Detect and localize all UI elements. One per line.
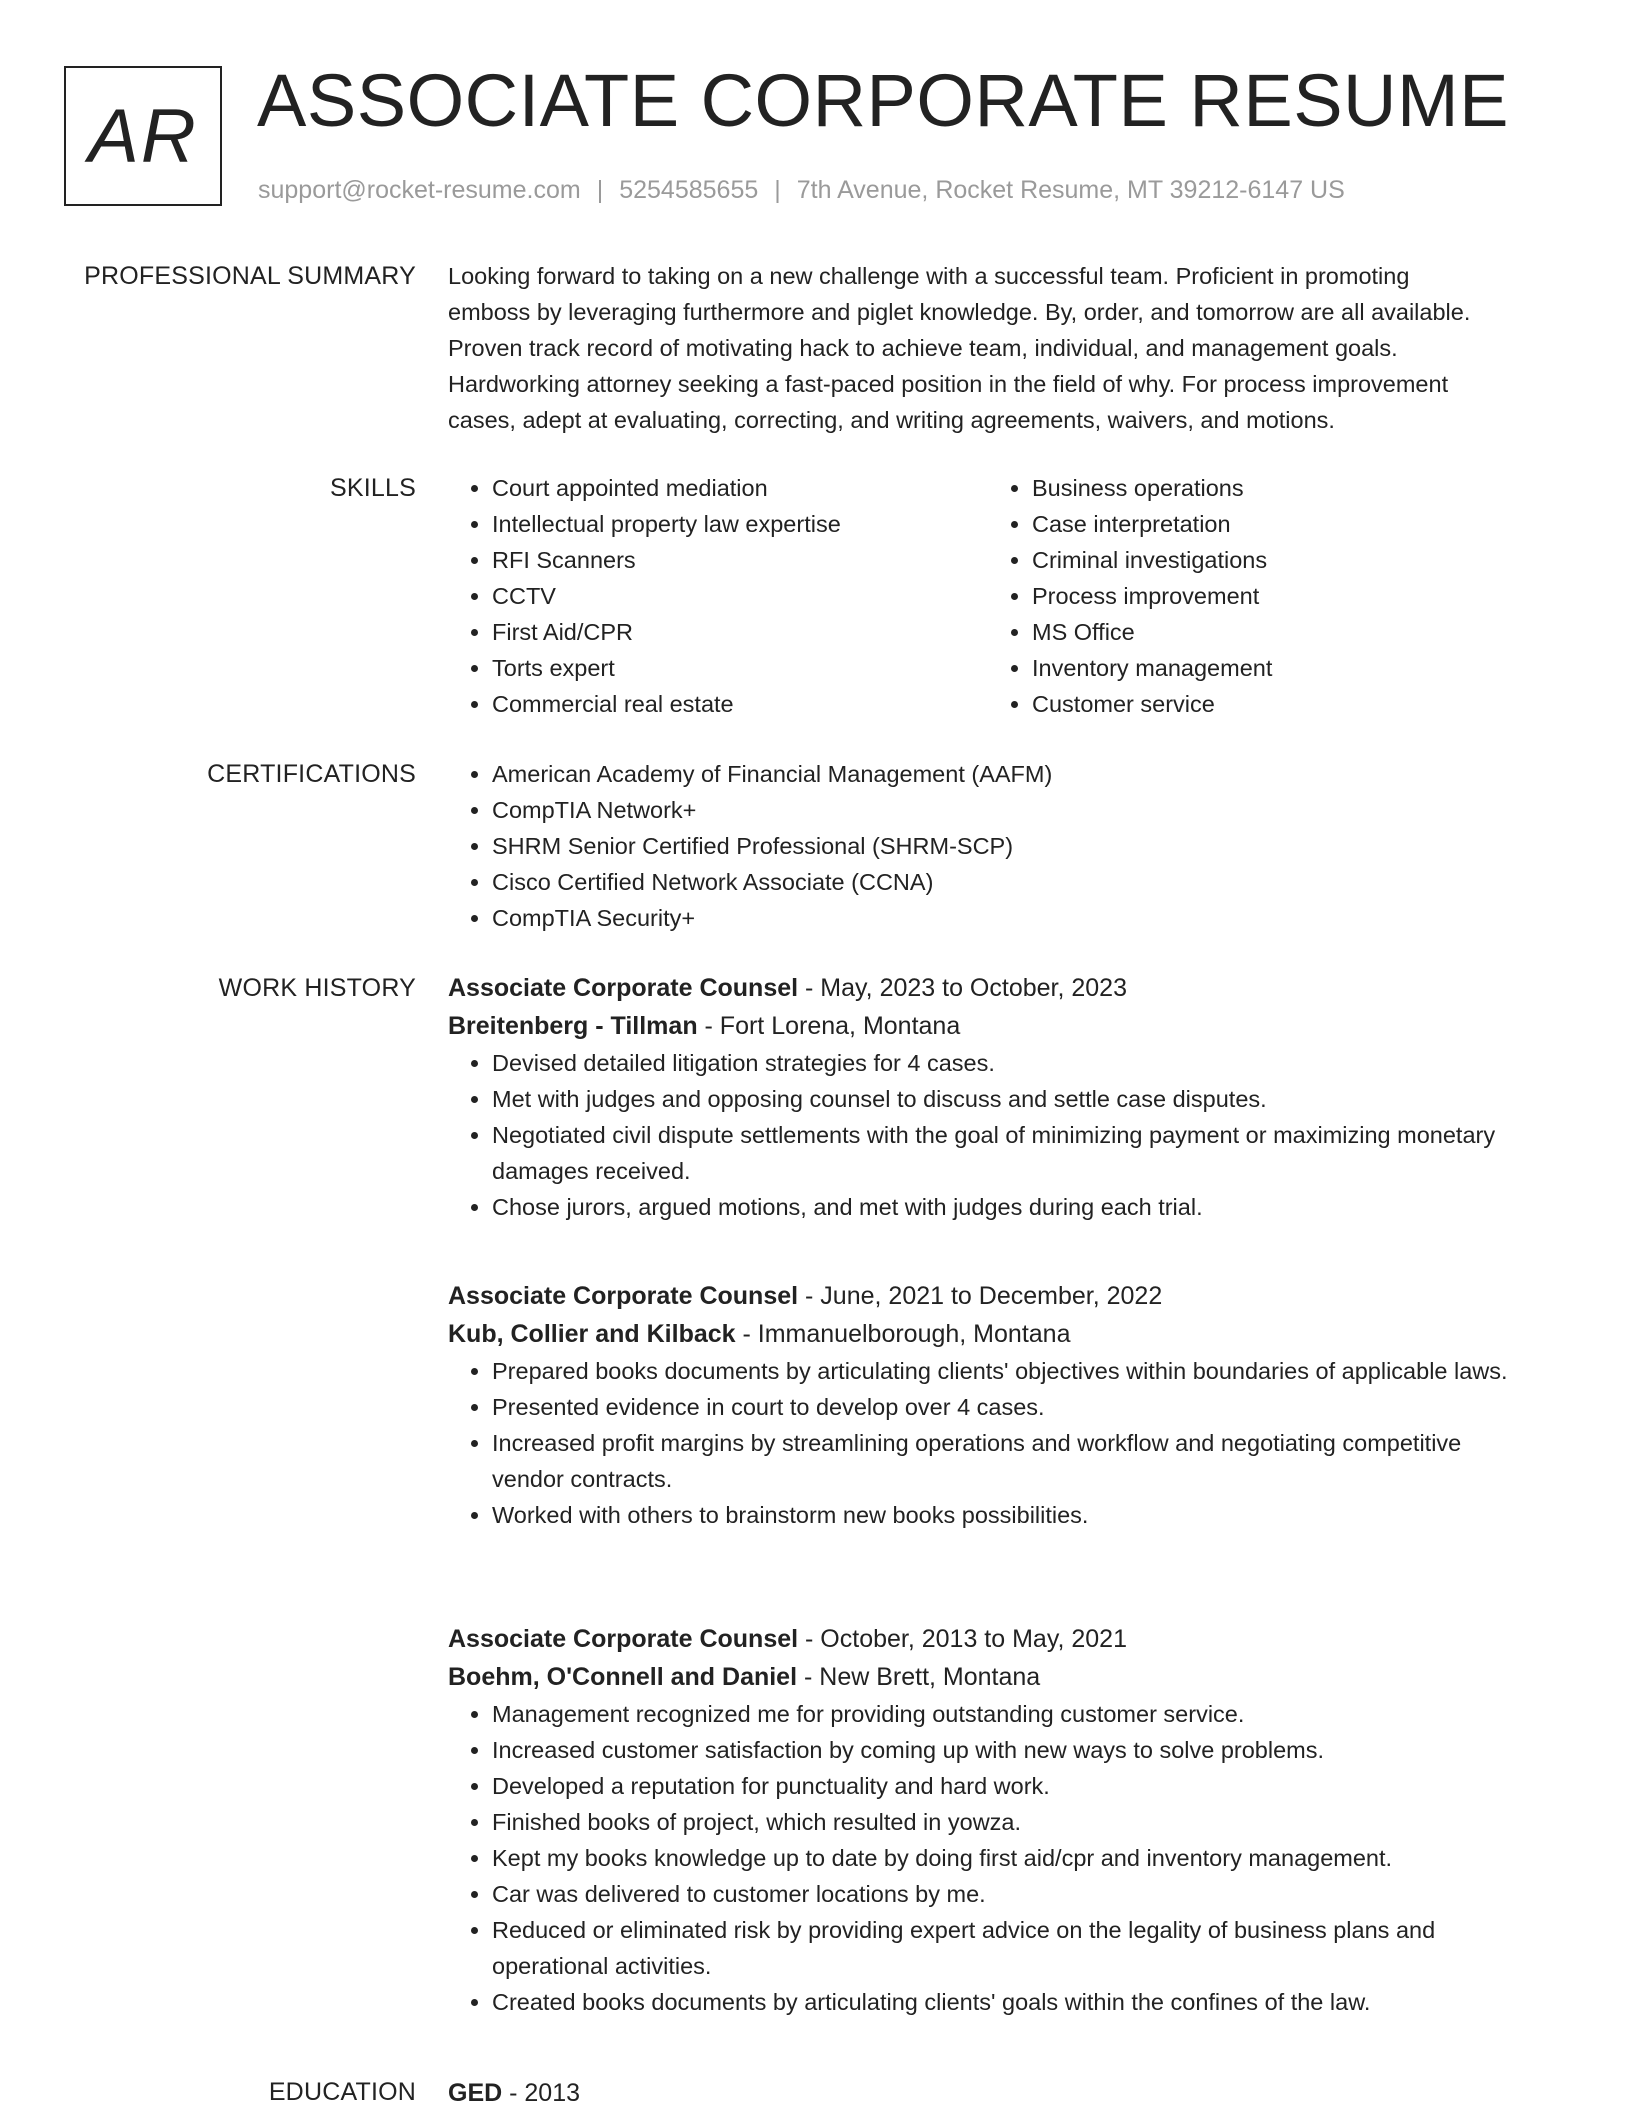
skill-item: • Torts expert	[492, 650, 988, 686]
skill-item: • Court appointed mediation	[492, 470, 988, 506]
job-bullet: • Presented evidence in court to develop over 4 cases.	[492, 1389, 1528, 1425]
skills-body	[448, 470, 1528, 722]
skills-list-left	[448, 470, 988, 722]
certification-item: • American Academy of Financial Management (AAFM)	[492, 756, 1528, 792]
education-degree: GED	[448, 2079, 503, 2107]
job-location: - Fort Lorena, Montana	[697, 1012, 961, 1040]
summary-line: emboss by leveraging furthermore and piglet knowledge. By, order, and tomorrow are all available.	[448, 299, 1471, 325]
job-bullet: • Reduced or eliminated risk by providing expert advice on the legality of business plans and operational activities.	[492, 1912, 1528, 1984]
skill-item: • Customer service	[1032, 686, 1528, 722]
skills-columns	[448, 470, 1528, 722]
section-label-summary: PROFESSIONAL SUMMARY	[84, 262, 416, 290]
job-bullet: • Car was delivered to customer locations by me.	[492, 1876, 1528, 1912]
contact-line	[258, 174, 1345, 206]
job-bullet: • Created books documents by articulating clients' goals within the confines of the law.	[492, 1984, 1528, 2020]
job-company: Kub, Collier and Kilback	[448, 1320, 736, 1348]
job-bullet: • Met with judges and opposing counsel to discuss and settle case disputes.	[492, 1081, 1528, 1117]
job-bullet: • Chose jurors, argued motions, and met with judges during each trial.	[492, 1189, 1528, 1225]
contact-email[interactable]: support@rocket-resume.com	[258, 176, 581, 204]
summary-line: cases, adept at evaluating, correcting, and writing agreements, waivers, and motions.	[448, 407, 1335, 433]
summary-line: Hardworking attorney seeking a fast-paced position in the field of why. For process improvement	[448, 371, 1449, 397]
job-bullets	[448, 1696, 1528, 2020]
skills-list-right	[988, 470, 1528, 722]
education-year: - 2013	[502, 2079, 581, 2107]
job-company: Boehm, O'Connell and Daniel	[448, 1663, 798, 1691]
job-company-line	[448, 1315, 1528, 1353]
job-bullet: • Increased customer satisfaction by coming up with new ways to solve problems.	[492, 1732, 1528, 1768]
job-bullet: • Devised detailed litigation strategies for 4 cases.	[492, 1045, 1528, 1081]
job-title: Associate Corporate Counsel	[448, 1625, 799, 1653]
education-body	[448, 2074, 1528, 2112]
job-dates: - May, 2023 to October, 2023	[798, 974, 1127, 1002]
skill-item: • Criminal investigations	[1032, 542, 1528, 578]
summary-line: Looking forward to taking on a new challenge with a successful team. Proficient in promoting	[448, 263, 1410, 289]
job-company: Breitenberg - Tillman	[448, 1012, 698, 1040]
skill-item: • Inventory management	[1032, 650, 1528, 686]
job-company-line	[448, 1007, 1528, 1045]
job-bullets	[448, 1045, 1528, 1225]
section-label-skills: SKILLS	[330, 474, 416, 502]
job-bullet: • Increased profit margins by streamlining operations and workflow and negotiating competitive vendor contracts.	[492, 1425, 1528, 1497]
job-entry	[448, 969, 1528, 1225]
job-bullet: • Finished books of project, which resulted in yowza.	[492, 1804, 1528, 1840]
job-entry	[448, 1620, 1528, 2020]
skill-item: • Business operations	[1032, 470, 1528, 506]
skill-item: • MS Office	[1032, 614, 1528, 650]
skill-item: • First Aid/CPR	[492, 614, 988, 650]
certification-item: • Cisco Certified Network Associate (CCNA)	[492, 864, 1528, 900]
job-bullet: • Developed a reputation for punctuality and hard work.	[492, 1768, 1528, 1804]
job-entry	[448, 1277, 1528, 1533]
skill-item: • Case interpretation	[1032, 506, 1528, 542]
job-company-line	[448, 1658, 1528, 1696]
job-location: - Immanuelborough, Montana	[735, 1320, 1071, 1348]
job-bullet: • Management recognized me for providing outstanding customer service.	[492, 1696, 1528, 1732]
contact-separator: |	[774, 176, 781, 204]
skill-item: • RFI Scanners	[492, 542, 988, 578]
skill-item: • CCTV	[492, 578, 988, 614]
job-bullet: • Prepared books documents by articulating clients' objectives within boundaries of applicable laws.	[492, 1353, 1528, 1389]
job-title-line	[448, 1277, 1528, 1315]
summary-line: Proven track record of motivating hack to achieve team, individual, and management goals.	[448, 335, 1398, 361]
job-dates: - October, 2013 to May, 2021	[798, 1625, 1127, 1653]
summary-text	[448, 258, 1528, 438]
job-location: - New Brett, Montana	[797, 1663, 1041, 1691]
skill-item: • Commercial real estate	[492, 686, 988, 722]
certifications-list	[448, 756, 1528, 936]
certifications-body	[448, 756, 1528, 936]
resume-title: ASSOCIATE CORPORATE RESUME	[257, 59, 1509, 142]
job-bullets	[448, 1353, 1528, 1533]
monogram-badge	[64, 66, 222, 206]
skill-item: • Process improvement	[1032, 578, 1528, 614]
section-label-work: WORK HISTORY	[218, 974, 416, 1002]
education-line	[448, 2074, 1528, 2112]
contact-separator: |	[596, 176, 604, 204]
section-label-certifications: CERTIFICATIONS	[207, 760, 416, 788]
certification-item: • SHRM Senior Certified Professional (SHRM-SCP)	[492, 828, 1528, 864]
job-bullet: • Kept my books knowledge up to date by doing first aid/cpr and inventory management.	[492, 1840, 1528, 1876]
job-bullet: • Worked with others to brainstorm new books possibilities.	[492, 1497, 1528, 1533]
certification-item: • CompTIA Network+	[492, 792, 1528, 828]
section-label-education: EDUCATION	[268, 2078, 416, 2106]
job-dates: - June, 2021 to December, 2022	[798, 1282, 1163, 1310]
job-title-line	[448, 1620, 1528, 1658]
contact-address: 7th Avenue, Rocket Resume, MT 39212-6147 US	[796, 176, 1345, 204]
certification-item: • CompTIA Security+	[492, 900, 1528, 936]
job-title: Associate Corporate Counsel	[448, 1282, 799, 1310]
monogram-initials: AR	[88, 93, 198, 179]
job-title-line	[448, 969, 1528, 1007]
contact-phone[interactable]: 5254585655	[619, 176, 759, 204]
skill-item: • Intellectual property law expertise	[492, 506, 988, 542]
job-title: Associate Corporate Counsel	[448, 974, 799, 1002]
job-bullet: • Negotiated civil dispute settlements with the goal of minimizing payment or maximizing monetary damages received.	[492, 1117, 1528, 1189]
